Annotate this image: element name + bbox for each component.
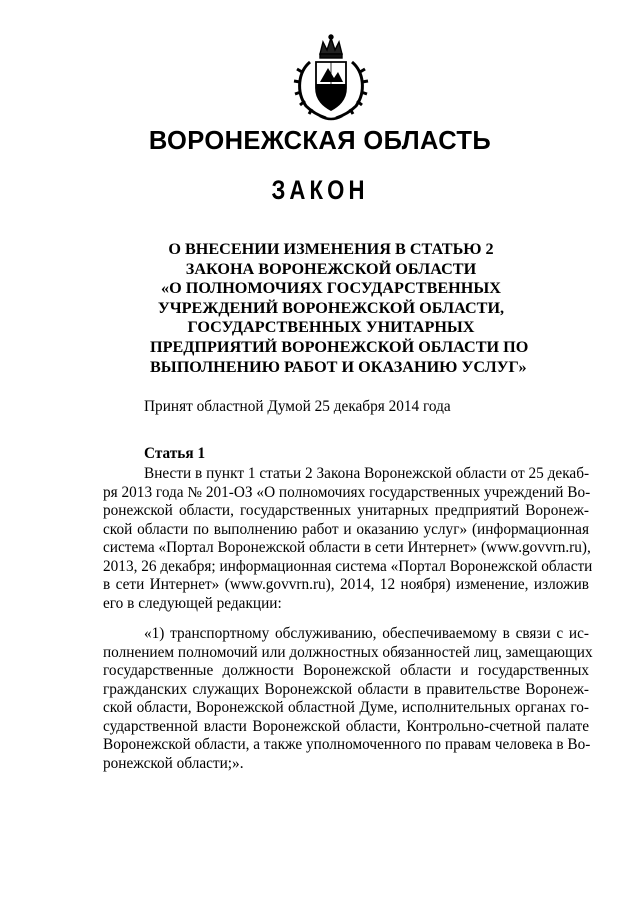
coat-of-arms-emblem (290, 32, 372, 124)
paragraph-line: Воронежской области, а также уполномоченного по правам человека в Во- (103, 736, 591, 754)
document-type: ЗАКОН (271, 175, 369, 205)
region-name: ВОРОНЕЖСКАЯ ОБЛАСТЬ (148, 127, 492, 155)
title-line: ГОСУДАРСТВЕННЫХ УНИТАРНЫХ (187, 318, 475, 337)
paragraph-line: полнением полномочий или должностных обязанностей лиц, замещающих (103, 643, 593, 661)
amendment-paragraph (103, 625, 593, 773)
paragraph-line: Внести в пункт 1 статьи 2 Закона Воронежской области от 25 декаб- (144, 465, 590, 482)
paragraph-line: государственные должности Воронежской области и государственных (103, 662, 589, 680)
paragraph-line: ской области по выполнению работ и оказанию услуг» (информационная (103, 520, 589, 538)
article-heading: Статья 1 (144, 445, 206, 462)
paragraph-line: «1) транспортному обслуживанию, обеспечиваемому в связи с ис- (144, 625, 589, 642)
title-line: О ВНЕСЕНИИ ИЗМЕНЕНИЯ В СТАТЬЮ 2 (168, 240, 494, 258)
law-title (150, 240, 529, 377)
paragraph-line: ря 2013 года № 201-ОЗ «О полномочиях государственных учреждений Во- (103, 483, 591, 501)
paragraph-line: система «Портал Воронежской области в сети Интернет» (www.govvrn.ru), (103, 539, 591, 557)
paragraph-line: ронежской области, государственных унитарных предприятий Воронеж- (103, 502, 589, 520)
paragraph-line: ской области, Воронежской областной Думе, исполнительных органах го- (103, 699, 589, 717)
title-line: ВЫПОЛНЕНИЮ РАБОТ И ОКАЗАНИЮ УСЛУГ» (150, 357, 527, 376)
title-line: «О ПОЛНОМОЧИЯХ ГОСУДАРСТВЕННЫХ (161, 279, 501, 298)
paragraph-line: ронежской области;». (103, 754, 244, 772)
title-line: ПРЕДПРИЯТИЙ ВОРОНЕЖСКОЙ ОБЛАСТИ ПО (150, 337, 529, 356)
adoption-date: Принят областной Думой 25 декабря 2014 года (144, 398, 451, 415)
paragraph-line: его в следующей редакции: (103, 594, 282, 612)
article-paragraph (103, 465, 593, 613)
paragraph-line: сударственной власти Воронежской области, Контрольно-счетной палате (103, 717, 589, 735)
paragraph-line: в сети Интернет» (www.govvrn.ru), 2014, 12 ноября) изменение, изложив (103, 576, 589, 594)
paragraph-line: 2013, 26 декабря; информационная система «Портал Воронежской области (103, 557, 593, 575)
title-line: УЧРЕЖДЕНИЙ ВОРОНЕЖСКОЙ ОБЛАСТИ, (157, 298, 505, 317)
title-line: ЗАКОНА ВОРОНЕЖСКОЙ ОБЛАСТИ (185, 259, 477, 278)
paragraph-line: гражданских служащих Воронежской области в правительстве Воронеж- (103, 680, 589, 698)
